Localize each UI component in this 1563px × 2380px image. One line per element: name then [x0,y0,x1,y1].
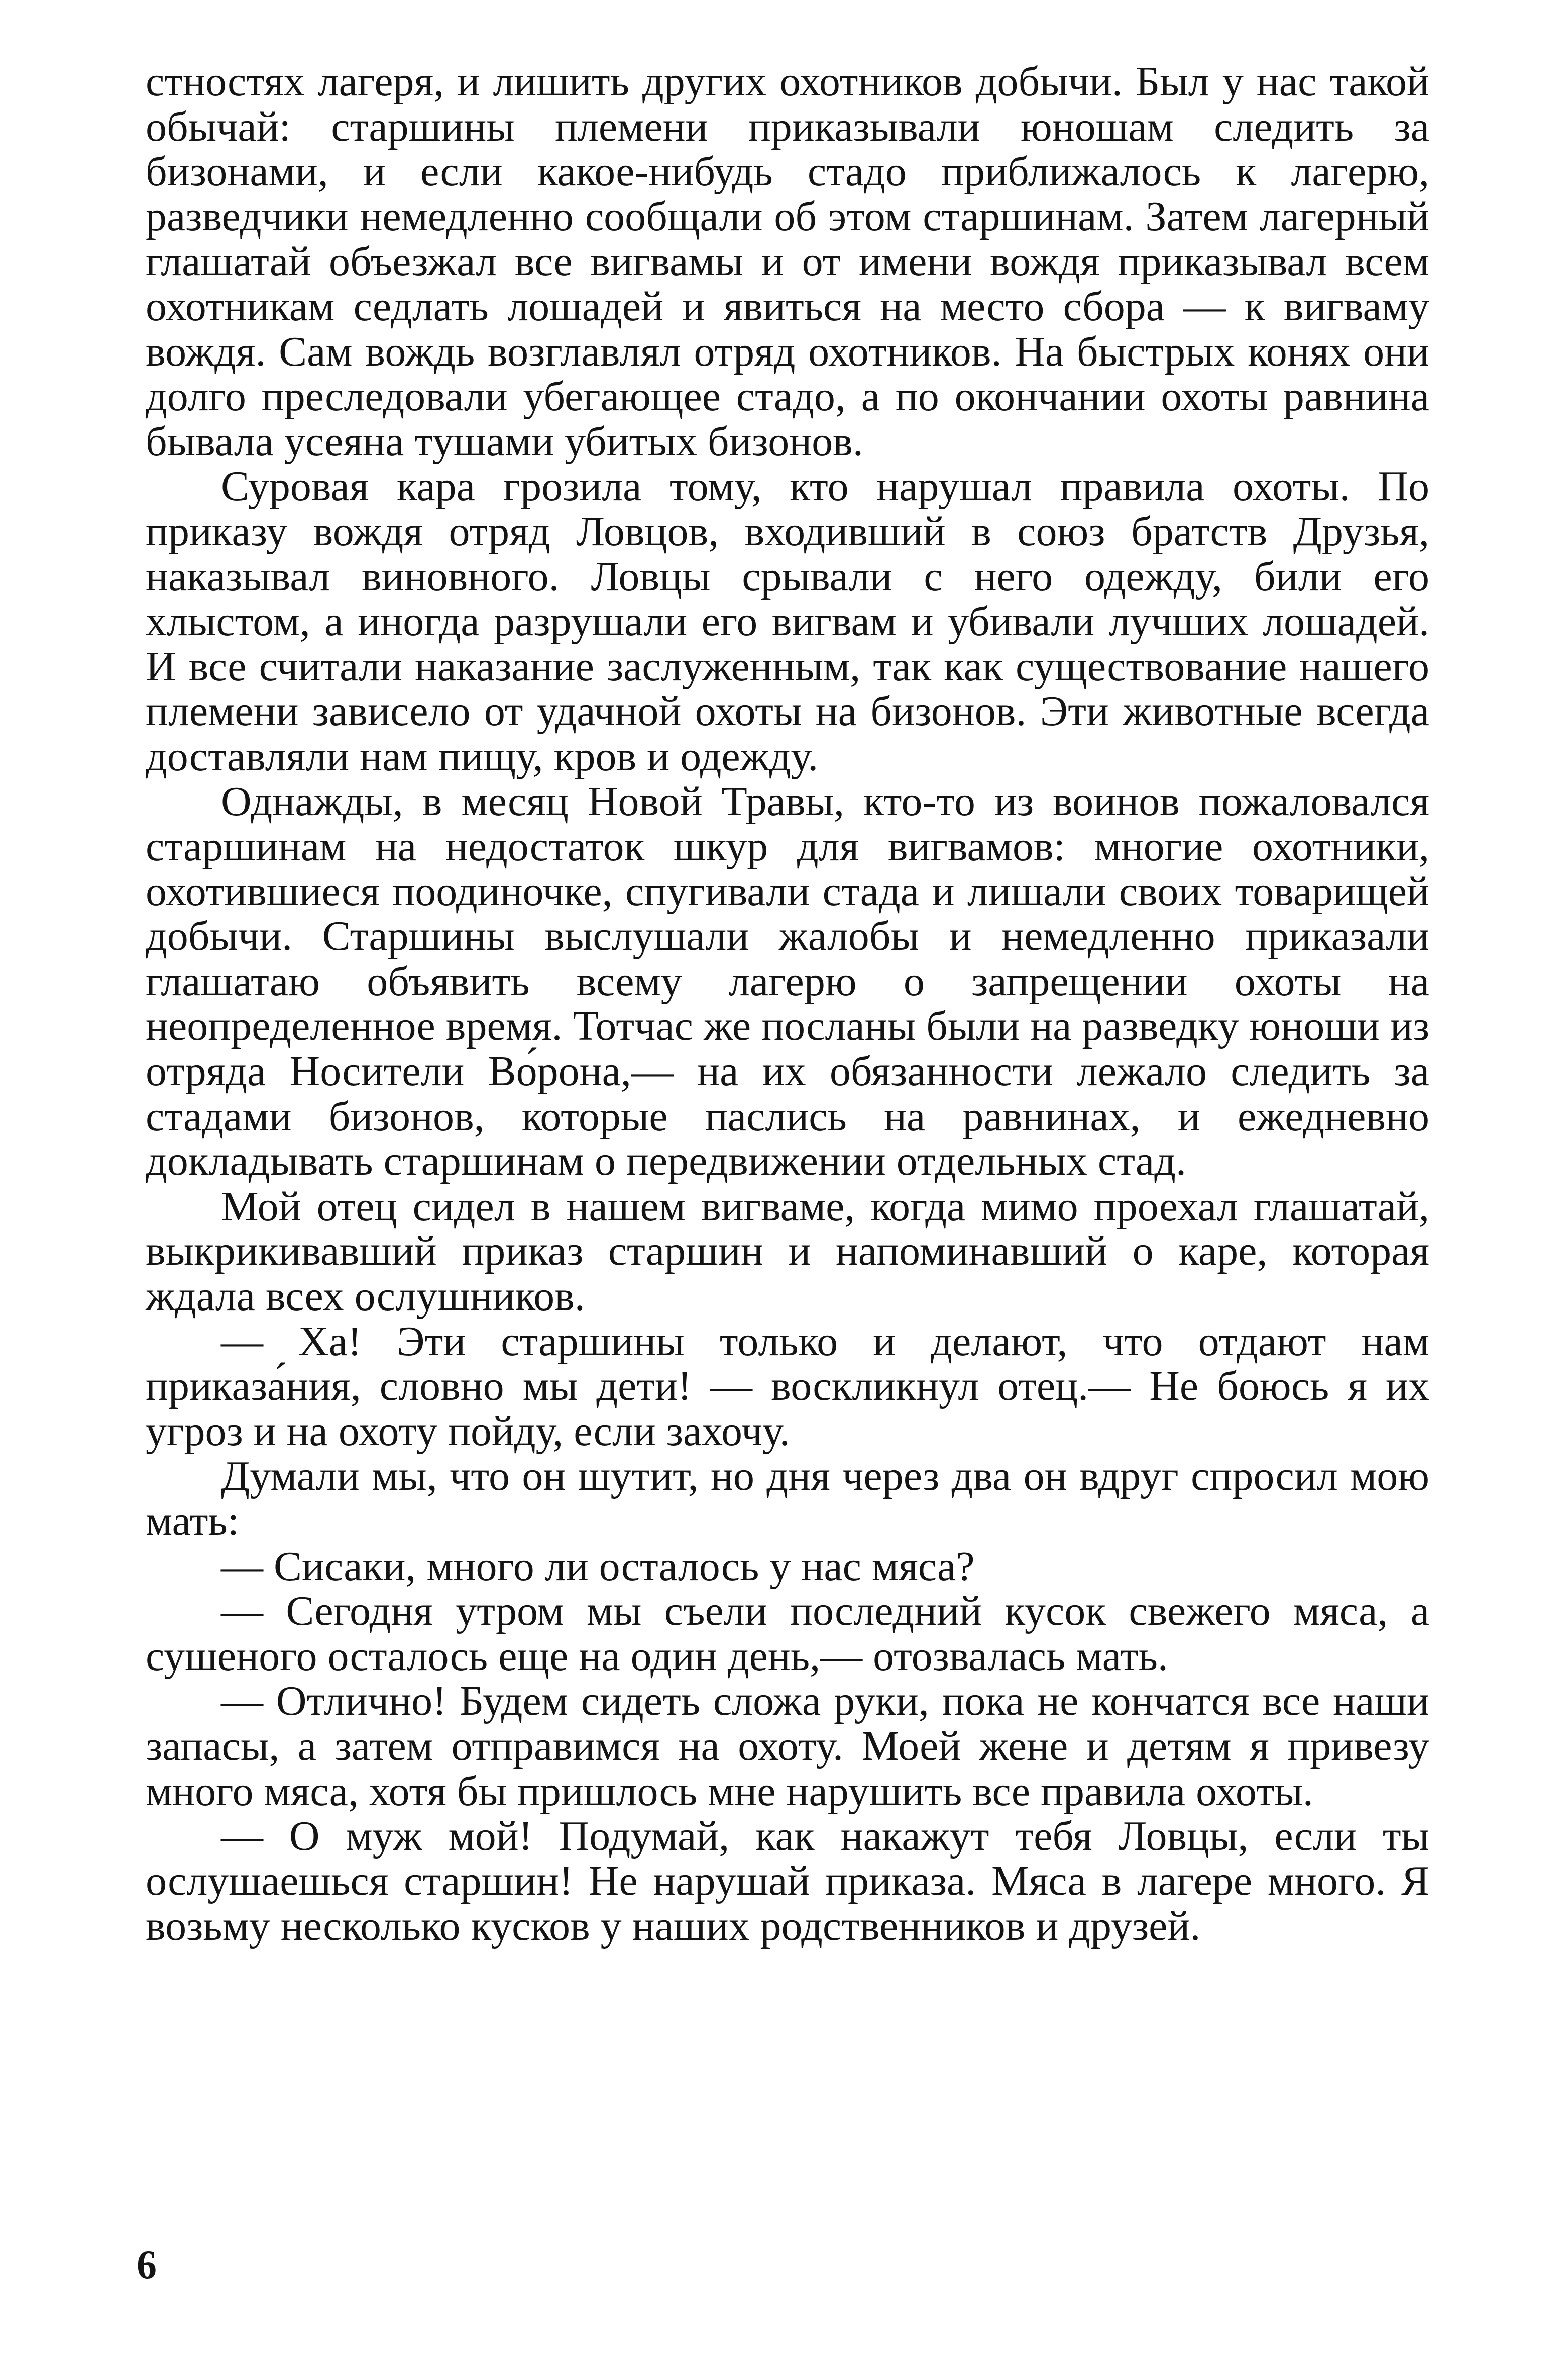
paragraph-continued: стностях лагеря, и лишить других охотников добычи. Был у нас такой обычай: старшины племени приказывали юношам следить за бизонами, и если какое-нибудь стадо приближалось к лагерю, разведчики немедленно сообщали об этом старшинам. Затем лагерный глашатай объезжал все вигвамы и от имени вождя приказывал всем охотникам седлать лошадей и явиться на место сбора — к вигваму вождя. Сам вождь возглавлял отряд охотников. На быстрых конях они долго преследовали убегающее стадо, а по окончании охоты равнина бывала усеяна тушами убитых бизонов. [146,58,1429,465]
page-number: 6 [137,2243,157,2287]
paragraph: Суровая кара грозила тому, кто нарушал правила охоты. По приказу вождя отряд Ловцов, входивший в союз братств Друзья, наказывал виновного. Ловцы срывали с него одежду, били его хлыстом, а иногда разрушали его вигвам и убивали лучших лошадей. И все считали наказание заслуженным, так как существование нашего племени зависело от удачной охоты на бизонов. Эти животные всегда доставляли нам пищу, кров и одежду. [146,463,1429,780]
page-body-text [146,59,1429,1949]
paragraph: Думали мы, что он шутит, но дня через два он вдруг спросил мою мать: [146,1453,1429,1544]
dialogue-line: — О муж мой! Подумай, как накажут тебя Ловцы, если ты ослушаешься старшин! Не нарушай приказа. Мяса в лагере много. Я возьму несколько кусков у наших родственников и друзей. [146,1813,1429,1950]
dialogue-line: — Сегодня утром мы съели последний кусок свежего мяса, а сушеного осталось еще на один день,— отозвалась мать. [146,1588,1429,1680]
dialogue-line: — Сисаки, много ли осталось у нас мяса? [221,1542,975,1590]
dialogue-line: — Отлично! Будем сидеть сложа руки, пока не кончатся все наши запасы, а затем отправимся на охоту. Моей жене и детям я привезу много мяса, хотя бы пришлось мне нарушить все правила охоты. [146,1678,1429,1815]
paragraph: Мой отец сидел в нашем вигваме, когда мимо проехал глашатай, выкрикивавший приказ старшин и напоминавший о каре, которая ждала всех ослушников. [146,1182,1429,1320]
dialogue-line: — Ха! Эти старшины только и делают, что отдают нам приказа́ния, словно мы дети! — воскликнул отец.— Не боюсь я их угроз и на охоту пойду, если захочу. [146,1318,1429,1455]
paragraph: Однажды, в месяц Новой Травы, кто-то из воинов пожаловался старшинам на недостаток шкур для вигвамов: многие охотники, охотившиеся поодиночке, спугивали стада и лишали своих товарищей добычи. Старшины выслушали жалобы и немедленно приказали глашатаю объявить всему лагерю о запрещении охоты на неопределенное время. Тотчас же посланы были на разведку юноши из отряда Носители Во́рона,— на их обязанности лежало следить за стадами бизонов, которые паслись на равнинах, и ежедневно докладывать старшинам о передвижении отдельных стад. [146,778,1430,1185]
